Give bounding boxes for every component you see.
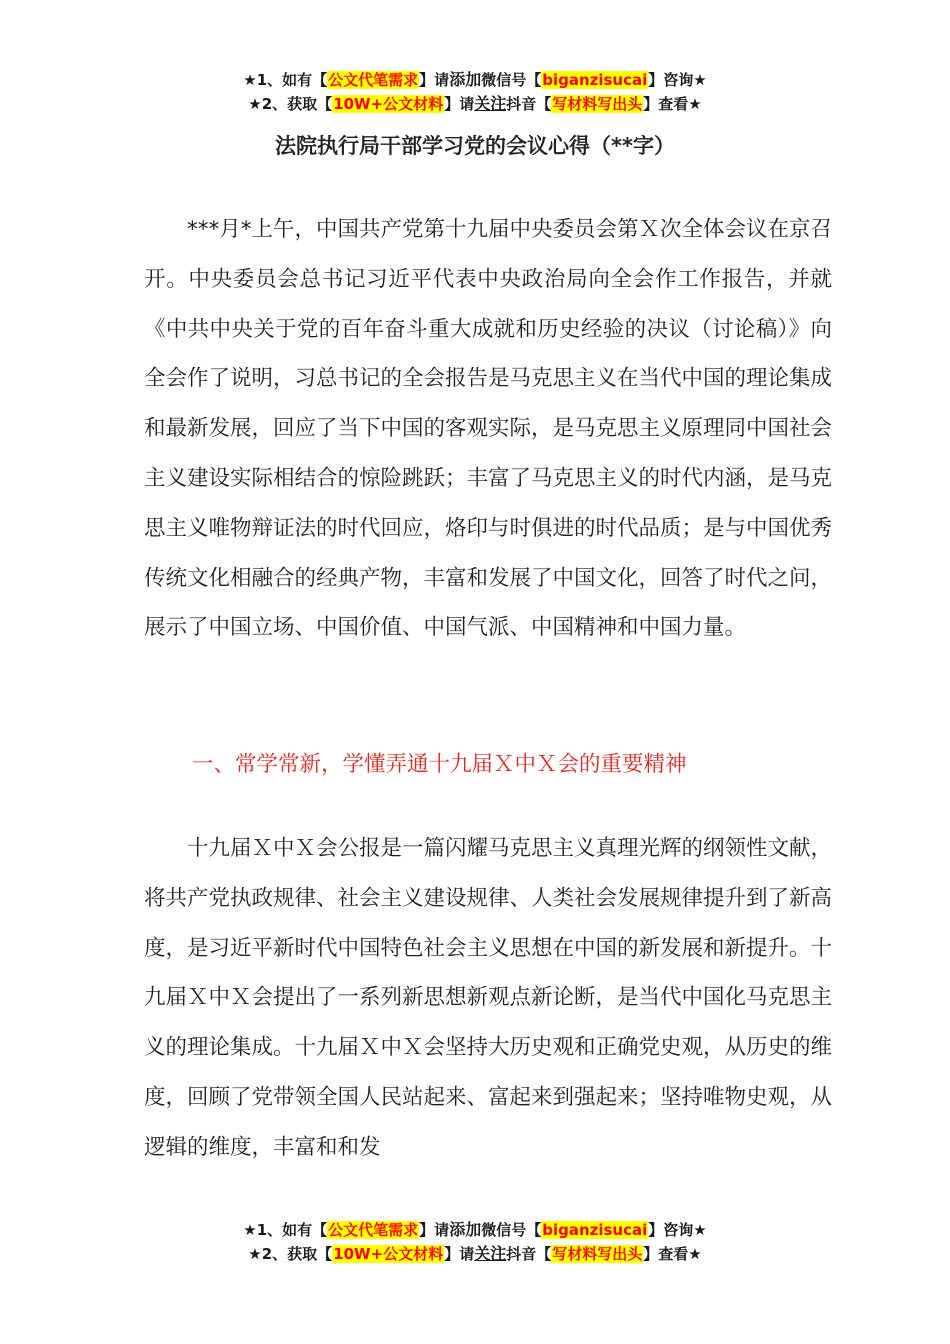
promo-text: ★1、如有【	[243, 1221, 328, 1239]
promo-wechat-id: biganzisucai	[542, 71, 648, 89]
promo-line-2	[0, 1242, 950, 1266]
promo-douyin-id: 写材料写出头	[552, 1245, 643, 1263]
promo-emphasis: 添加	[449, 1220, 482, 1239]
promo-wechat-id: biganzisucai	[542, 1221, 648, 1239]
promo-text: 】请	[444, 95, 475, 113]
promo-text: 】查看★	[643, 1245, 702, 1263]
promo-text: ★2、获取【	[248, 95, 333, 113]
promo-emphasis: 关注	[474, 94, 507, 113]
promo-text: 】咨询★	[648, 1221, 707, 1239]
promo-header	[0, 68, 950, 116]
promo-text: 】查看★	[643, 95, 702, 113]
promo-line-1	[0, 1218, 950, 1242]
promo-highlight: 公文代笔需求	[328, 1221, 419, 1239]
promo-text: 微信号【	[481, 1221, 542, 1239]
promo-emphasis: 添加	[449, 70, 482, 89]
section-heading-1: 一、常学常新，学懂弄通十九届Ｘ中Ｘ会的重要精神	[192, 752, 687, 777]
promo-text: ★1、如有【	[243, 71, 328, 89]
promo-text: 】咨询★	[648, 71, 707, 89]
promo-text: 】请	[419, 1221, 450, 1239]
document-title: 法院执行局干部学习党的会议心得（**字）	[275, 134, 675, 158]
promo-text: 】请	[419, 71, 450, 89]
promo-highlight: 10W+公文材料	[333, 95, 444, 113]
promo-text: ★2、获取【	[248, 1245, 333, 1263]
promo-highlight: 公文代笔需求	[328, 71, 419, 89]
promo-douyin-id: 写材料写出头	[552, 95, 643, 113]
promo-line-1	[0, 68, 950, 92]
paragraph-section-1: 十九届Ｘ中Ｘ会公报是一篇闪耀马克思主义真理光辉的纲领性文献，将共产党执政规律、社会主义建设规律、人类社会发展规律提升到了新高度，是习近平新时代中国特色社会主义思想在中国的新发展和新提升。十九届Ｘ中Ｘ会提出了一系列新思想新观点新论断，是当代中国化马克思主义的理论集成。十九届Ｘ中Ｘ会坚持大历史观和正确党史观，从历史的维度，回顾了党带领全国人民站起来、富起来到强起来；坚持唯物史观，从逻辑的维度，丰富和和发	[144, 836, 833, 1160]
promo-highlight: 10W+公文材料	[333, 1245, 444, 1263]
promo-emphasis: 关注	[474, 1244, 507, 1263]
promo-text: 抖音【	[506, 95, 552, 113]
promo-footer	[0, 1218, 950, 1266]
promo-text: 】请	[444, 1245, 475, 1263]
promo-line-2	[0, 92, 950, 116]
paragraph-intro: ***月*上午，中国共产党第十九届中央委员会第Ｘ次全体会议在京召开。中央委员会总书记习近平代表中央政治局向全会作工作报告，并就《中共中央关于党的百年奋斗重大成就和历史经验的决议（讨论稿）》向全会作了说明，习总书记的全会报告是马克思主义在当代中国的理论集成和最新发展，回应了当下中国的客观实际，是马克思主义原理同中国社会主义建设实际相结合的惊险跳跃；丰富了马克思主义的时代内涵，是马克思主义唯物辩证法的时代回应，烙印与时俱进的时代品质；是与中国优秀传统文化相融合的经典产物，丰富和发展了中国文化，回答了时代之问，展示了中国立场、中国价值、中国气派、中国精神和中国力量。	[144, 217, 833, 641]
promo-text: 抖音【	[506, 1245, 552, 1263]
promo-text: 微信号【	[481, 71, 542, 89]
